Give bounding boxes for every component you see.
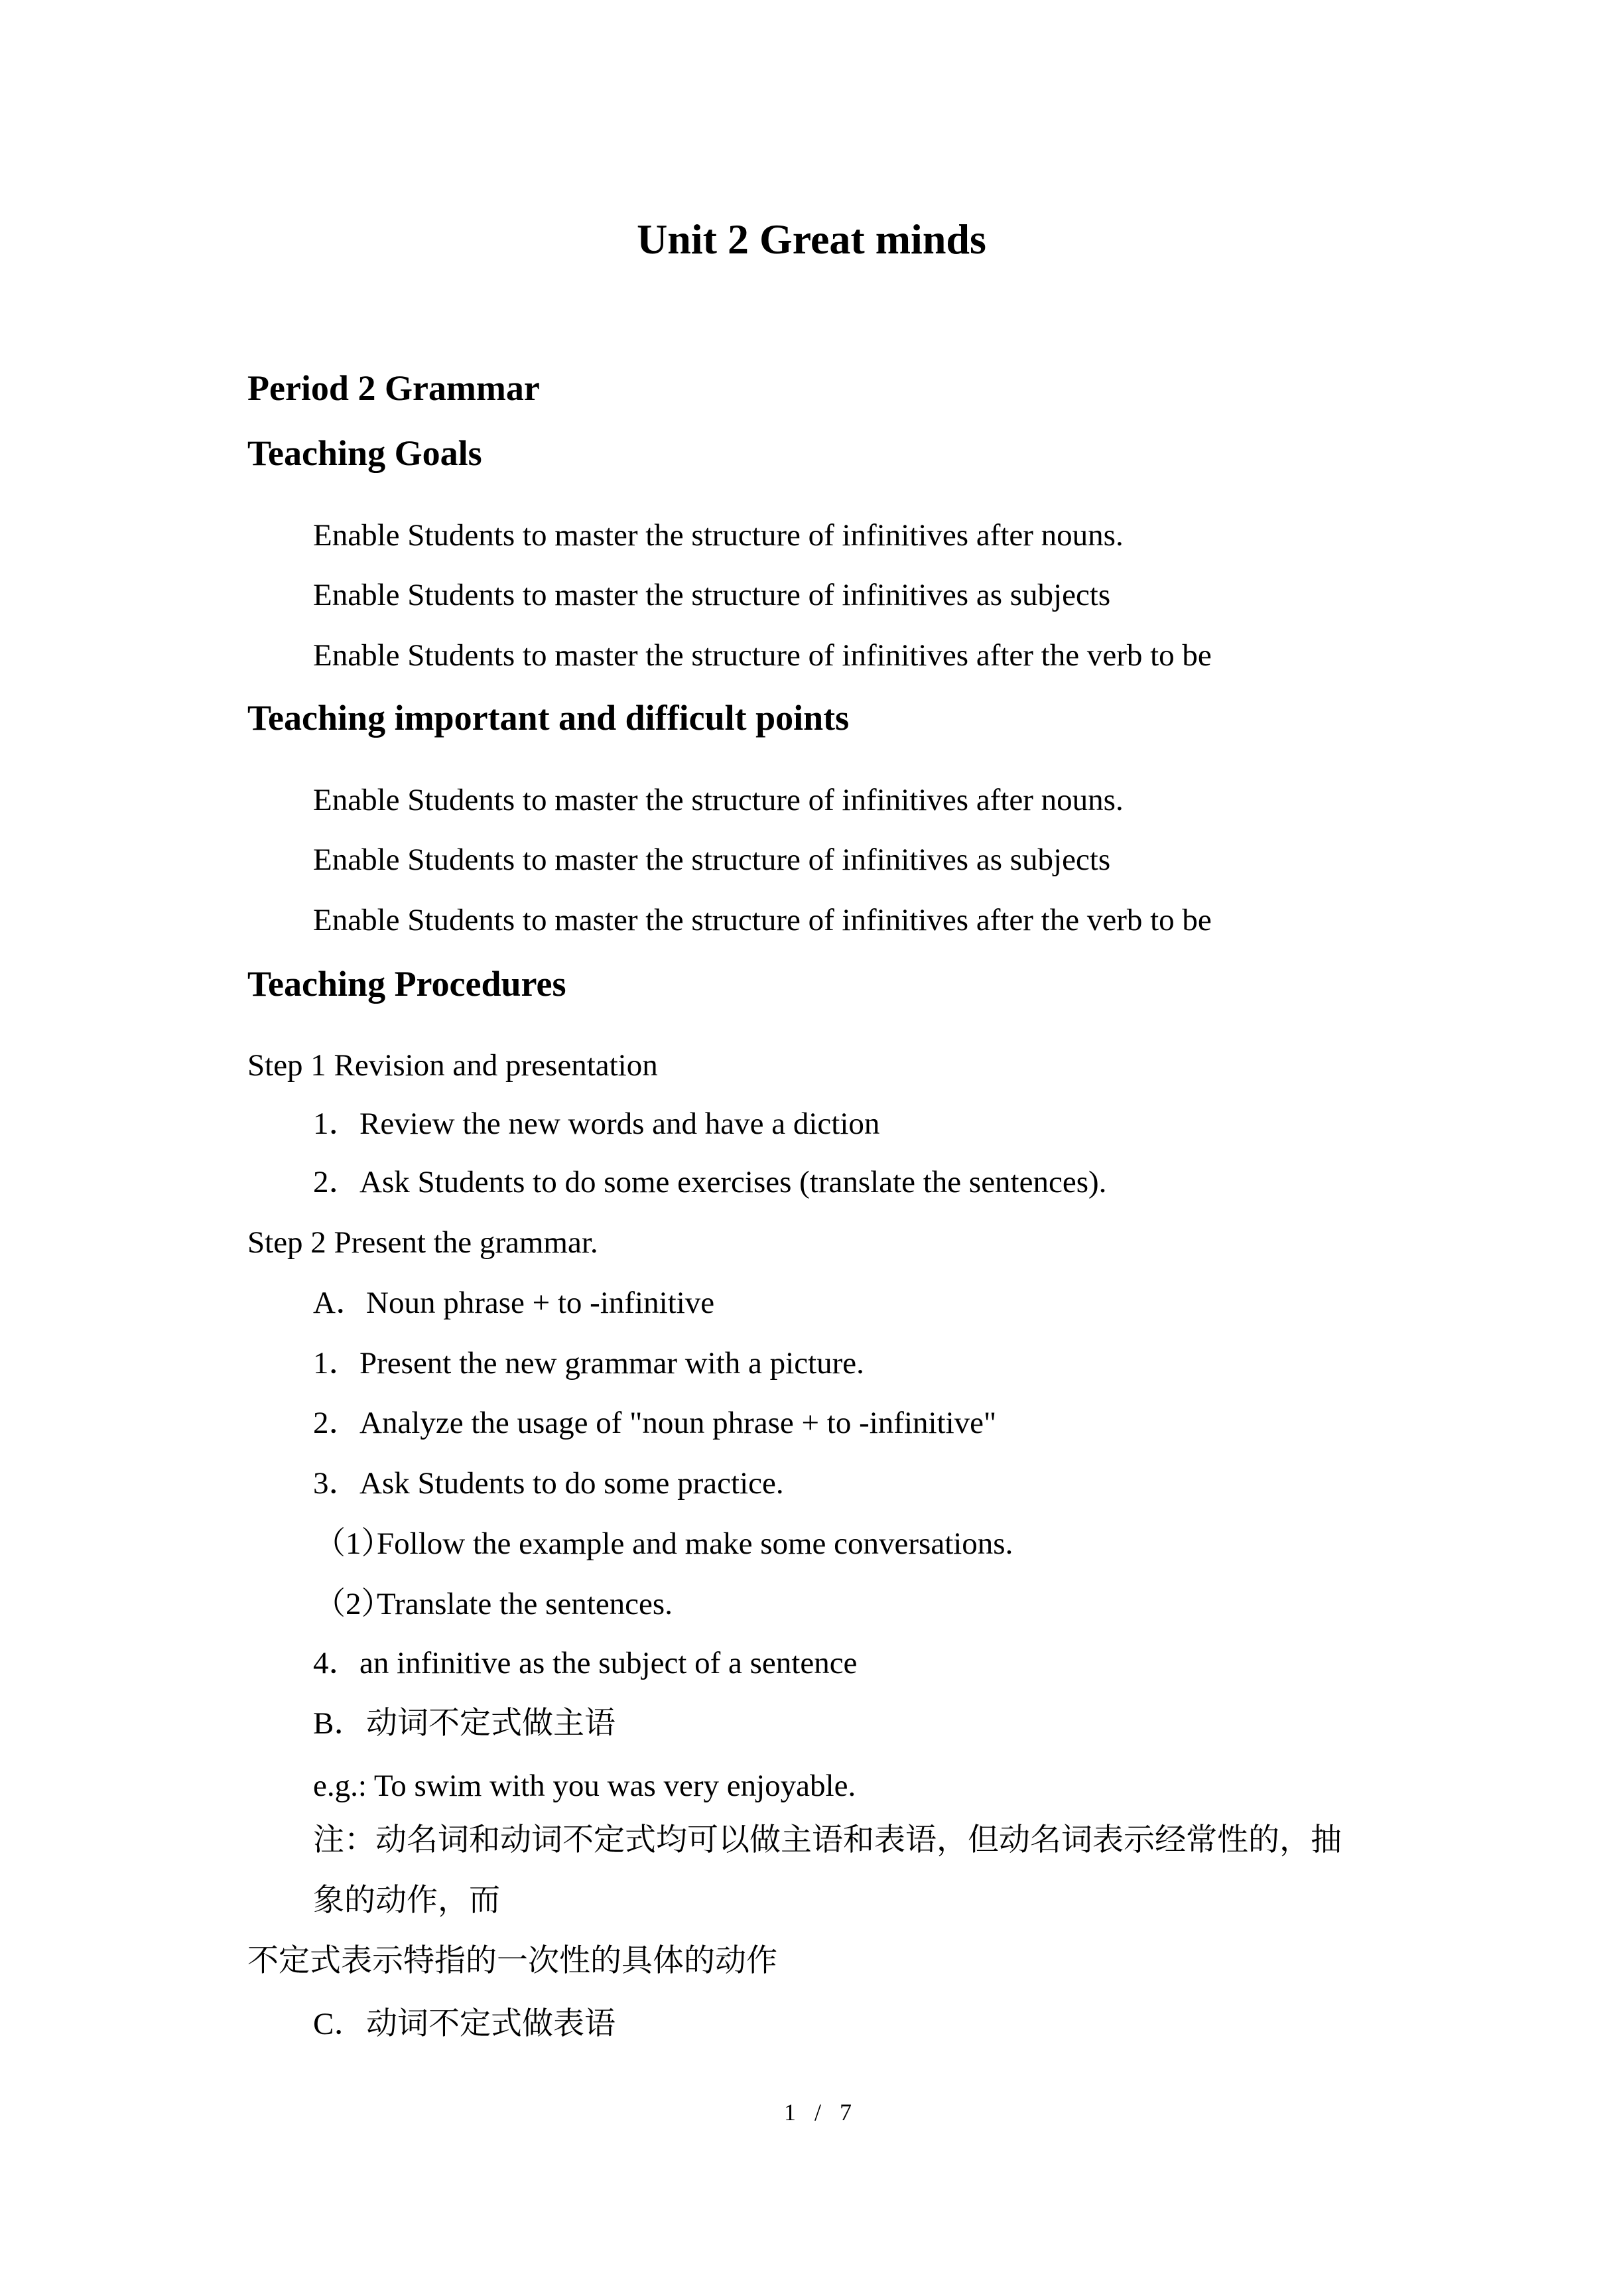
page-separator: /: [814, 2098, 821, 2126]
example-sentence: e.g.: To swim with you was very enjoyable.: [313, 1768, 856, 1803]
document-title: Unit 2 Great minds: [637, 215, 986, 263]
list-item-text: an infinitive as the subject of a sentence: [359, 1645, 858, 1680]
list-marker: （1）: [314, 1526, 393, 1561]
list-item-text: Ask Students to do some practice.: [359, 1465, 784, 1501]
key-point-item: Enable Students to master the structure of infinitives after nouns.: [313, 782, 1124, 817]
section-a-item: [313, 1405, 997, 1440]
list-marker: 3．: [313, 1465, 360, 1501]
list-item-text: Review the new words and have a diction: [359, 1106, 880, 1141]
key-points-heading: Teaching important and difficult points: [247, 697, 850, 738]
section-a-item: [313, 1345, 864, 1381]
key-point-item: Enable Students to master the structure of infinitives as subjects: [313, 842, 1111, 877]
page-current: 1: [783, 2098, 796, 2126]
section-a-item: [313, 1645, 858, 1680]
teaching-goals-heading: Teaching Goals: [247, 433, 482, 473]
section-a-item: [313, 1465, 784, 1501]
section-a: [313, 1285, 715, 1320]
practice-item: [314, 1528, 1013, 1560]
section-text: 动词不定式做表语: [366, 2006, 616, 2041]
list-item-text: Analyze the usage of "noun phrase + to -infinitive": [359, 1405, 997, 1440]
section-marker: A．: [313, 1285, 367, 1320]
list-marker: 4．: [313, 1645, 360, 1680]
section-marker: B．: [313, 1706, 365, 1741]
step1-title: Step 1 Revision and presentation: [247, 1047, 658, 1083]
list-marker: 1．: [313, 1345, 360, 1381]
section-marker: C．: [313, 2006, 365, 2041]
note-line: 不定式表示特指的一次性的具体的动作: [247, 1943, 777, 1978]
teaching-goal-item: Enable Students to master the structure of infinitives after nouns.: [313, 517, 1124, 553]
step2-title: Step 2 Present the grammar.: [247, 1225, 598, 1260]
step1-item: [313, 1106, 880, 1141]
teaching-goal-item: Enable Students to master the structure of infinitives after the verb to be: [313, 638, 1212, 673]
list-item-text: Present the new grammar with a picture.: [359, 1345, 864, 1381]
note-line: 象的动作，而: [313, 1883, 500, 1918]
list-item-text: Translate the sentences.: [377, 1586, 673, 1621]
list-marker: 2．: [313, 1164, 360, 1199]
list-marker: （2）: [314, 1586, 393, 1621]
section-c: [313, 2006, 616, 2041]
key-point-item: Enable Students to master the structure of infinitives after the verb to be: [313, 902, 1212, 937]
list-item-text: Ask Students to do some exercises (translate the sentences).: [359, 1164, 1107, 1199]
page-number: [0, 2100, 1623, 2124]
list-item-text: Follow the example and make some conversations.: [377, 1526, 1013, 1561]
page-total: 7: [840, 2098, 852, 2126]
teaching-goal-item: Enable Students to master the structure of infinitives as subjects: [313, 577, 1111, 612]
step1-item: [313, 1164, 1107, 1199]
list-marker: 1．: [313, 1106, 360, 1141]
section-text: 动词不定式做主语: [366, 1706, 616, 1741]
list-marker: 2．: [313, 1405, 360, 1440]
note-line: 注：动名词和动词不定式均可以做主语和表语，但动名词表示经常性的，抽: [313, 1822, 1342, 1857]
section-text: Noun phrase + to -infinitive: [366, 1285, 715, 1320]
period-heading: Period 2 Grammar: [247, 368, 540, 408]
procedures-heading: Teaching Procedures: [247, 963, 566, 1004]
practice-item: [314, 1586, 673, 1621]
section-b: [313, 1708, 616, 1739]
